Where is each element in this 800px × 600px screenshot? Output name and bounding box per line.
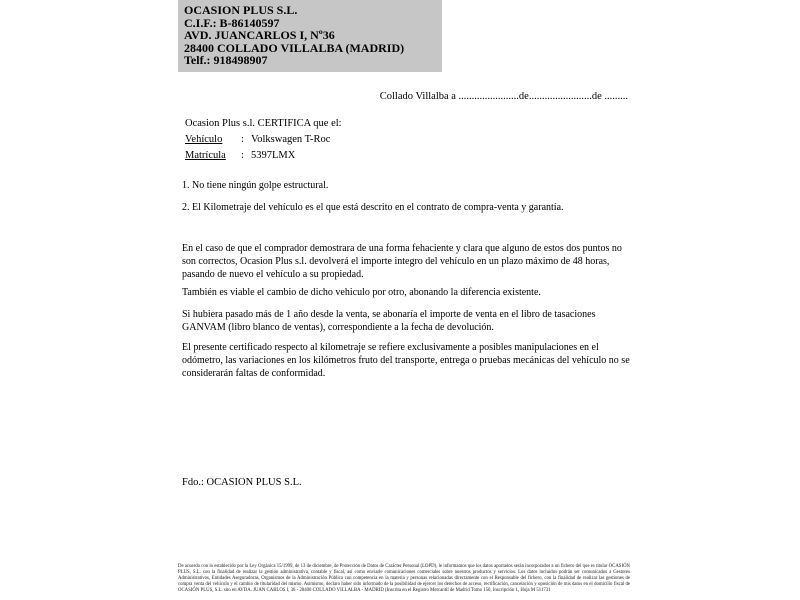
certifies-line: Ocasion Plus s.l. CERTIFICA que el: (185, 118, 342, 129)
point-2: 2. El Kilometraje del vehículo es el que está descrito en el contrato de compra-venta y garantía. (182, 202, 564, 213)
plate-row (185, 150, 295, 161)
vehicle-value: Volkswagen T-Roc (251, 134, 331, 145)
company-name: OCASION PLUS S.L. (184, 3, 298, 17)
paragraph-exchange: También es viable el cambio de dicho vehiculo por otro, abonando la diferencia existente. (182, 287, 541, 298)
certified-points (182, 179, 632, 223)
paragraph-odometer: El presente certificado respecto al kilometraje se refiere exclusivamente a posibles manipulaciones en el odómetro, las variaciones en los kilómetros fruto del transporte, entrega o pruebas mecánicas del vehículo no se considerarán faltas de conformidad. (182, 342, 630, 379)
plate-value: 5397LMX (251, 150, 296, 161)
paragraph-ganvam: Si hubiera pasado más de 1 año desde la venta, se abonaría el importe de venta en el libro de tasaciones GANVAM (libro blanco de ventas), correspondiente a la fecha de devolución. (182, 309, 596, 333)
vehicle-row (185, 134, 330, 145)
company-phone: Telf.: 918498907 (184, 53, 268, 68)
plate-label: Matrícula (185, 150, 226, 161)
plate-separator: : (241, 150, 244, 161)
vehicle-separator: : (241, 134, 244, 145)
company-address: AVD. JUANCARLOS I, Nº36 (184, 28, 335, 43)
legal-fine-print: De acuerdo con lo establecido por la Ley Orgánica 15/1999, de 13 de diciembre, de Protección de Datos de Carácter Personal (LOPD), le informamos que los datos aportados serán incorporados a un fichero del que es titular OCASIÓN PLUS, S.L. con la finalidad de realizar la gestión administrativa, contable y fiscal, así como enviarle comunicaciones comerciales sobre nuestros productos y servicios. Los datos incluidos podrán ser comunicados a Gestores Administrativos, Entidades Aseguradoras, Organismos de la Administración Pública con competencia en la materia y personas relacionadas directamente con el Responsable del fichero, con la finalidad de realizar las gestiones de compra venta del vehículo y el cambio de titularidad del mismo. Asimismo, declaro haber sido informado de la posibilidad de ejercer los derechos de acceso, rectificación, cancelación y oposición de mis datos en el domicilio fiscal de OCASIÓN PLUS, S.L. sito en AVDA. JUAN CARLOS I, 36 - 28400 COLLADO VILLALBA - MADRID (Inscrita en el Registro Mercantil de Madrid Tomo 150, Inscripción 1, Hoja M 511731 (178, 564, 630, 593)
terms-paragraphs (182, 242, 632, 380)
date-line: Collado Villalba a .......................de........................de ......... (379, 91, 628, 102)
company-cif: C.I.F.: B-86140597 (184, 15, 280, 30)
vehicle-label: Vehículo (185, 134, 223, 145)
company-city: 28400 COLLADO VILLALBA (MADRID) (184, 40, 405, 55)
signature-line: Fdo.: OCASION PLUS S.L. (182, 477, 302, 488)
company-header-block (178, 0, 442, 72)
point-1: 1. No tiene ningún golpe estructural. (182, 180, 329, 191)
paragraph-refund: En el caso de que el comprador demostrara de una forma fehaciente y clara que alguno de estos dos puntos no son correctos, Ocasion Plus s.l. devolverá el importe integro del vehículo en un plazo máximo de 48 horas, pasando de nuevo el vehículo a su propiedad. (182, 243, 622, 280)
